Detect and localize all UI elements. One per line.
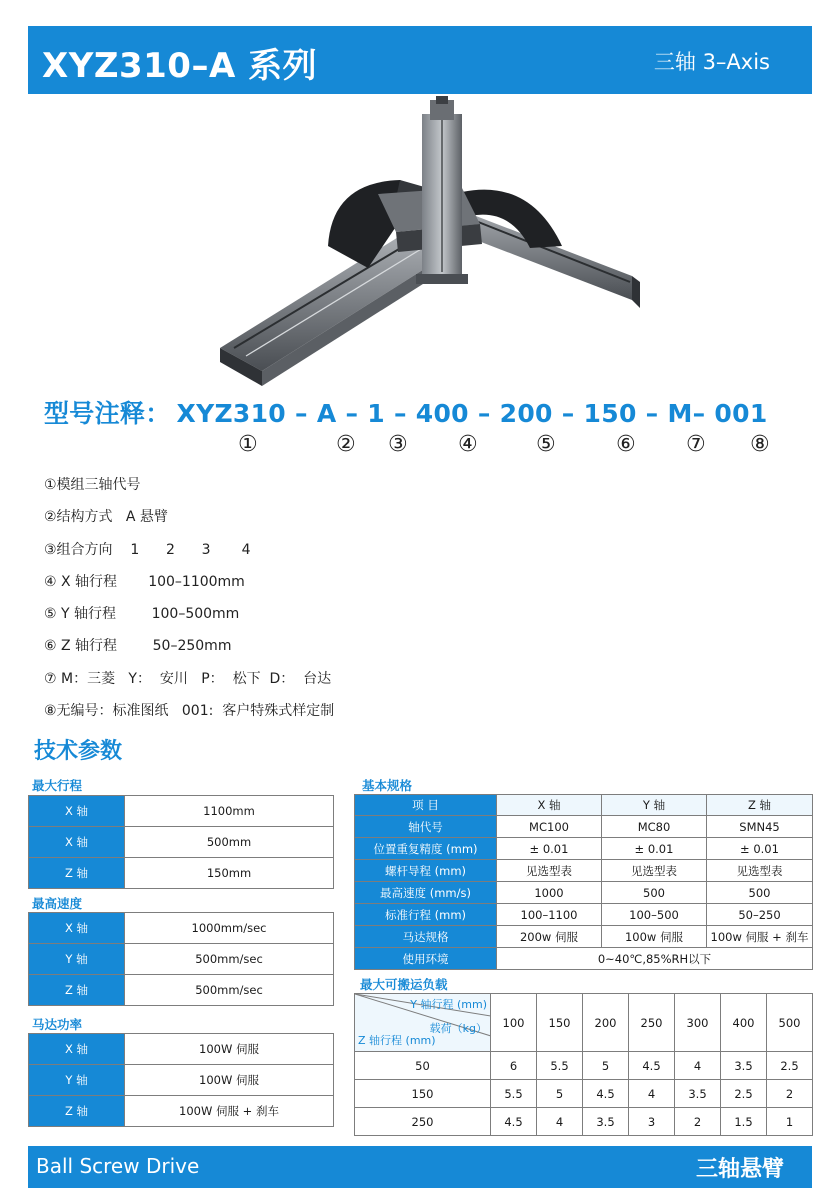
page-subtitle: 三轴 3–Axis	[653, 50, 770, 74]
motor-power-title: 马达功率	[32, 1017, 83, 1032]
axis-cell: Y 轴	[29, 944, 125, 975]
spec-y: 见选型表	[602, 860, 707, 882]
footer-banner	[28, 1146, 812, 1188]
model-notes	[44, 474, 334, 732]
marker-1: ①	[238, 432, 258, 457]
load-value: 6	[491, 1052, 537, 1080]
spec-label: 螺杆导程 (mm)	[355, 860, 497, 882]
note-item: ⑤ Y 轴行程 100–500mm	[44, 606, 240, 623]
spec-label: 轴代号	[355, 816, 497, 838]
spec-y: 500	[602, 882, 707, 904]
y-stroke-header: 150	[537, 994, 583, 1052]
load-value: 5.5	[537, 1052, 583, 1080]
max-speed-title: 最高速度	[32, 896, 83, 911]
axis-cell: Z 轴	[29, 1096, 125, 1127]
load-value: 4.5	[491, 1108, 537, 1136]
load-value: 2	[675, 1108, 721, 1136]
spec-label: 标准行程 (mm)	[355, 904, 497, 926]
value-cell: 150mm	[125, 858, 334, 889]
load-title: 最大可搬运负载	[360, 977, 448, 992]
value-cell: 100W 伺服	[125, 1065, 334, 1096]
spec-z: ± 0.01	[707, 838, 813, 860]
load-value: 4.5	[629, 1052, 675, 1080]
load-table	[354, 993, 813, 1136]
note-item: ⑥ Z 轴行程 50–250mm	[44, 638, 232, 655]
axis-cell: Y 轴	[29, 1065, 125, 1096]
z-stroke-cell: 250	[355, 1108, 491, 1136]
load-value: 3.5	[721, 1052, 767, 1080]
header-banner	[28, 26, 812, 94]
spec-y: 100w 伺服	[602, 926, 707, 948]
axis-cell: Z 轴	[29, 975, 125, 1006]
y-stroke-header: 300	[675, 994, 721, 1052]
axis-cell: X 轴	[29, 827, 125, 858]
spec-label: 位置重复精度 (mm)	[355, 838, 497, 860]
marker-5: ⑤	[536, 432, 556, 457]
spec-z: 50–250	[707, 904, 813, 926]
xyz-robot-illustration	[200, 96, 650, 396]
note-item: ⑧无编号：标准图纸 001: 客户特殊式样定制	[44, 703, 335, 720]
z-stroke-cell: 150	[355, 1080, 491, 1108]
load-value: 2	[767, 1080, 813, 1108]
value-cell: 500mm/sec	[125, 975, 334, 1006]
load-kg-label: 载荷（kg）	[429, 1022, 487, 1035]
note-item: ①模组三轴代号	[44, 477, 141, 493]
load-value: 5.5	[491, 1080, 537, 1108]
load-value: 2.5	[767, 1052, 813, 1080]
header-cell: X 轴	[497, 795, 602, 816]
model-code: XYZ310 – A – 1 – 400 – 200 – 150 – M– 001	[176, 399, 768, 428]
value-cell: 500mm/sec	[125, 944, 334, 975]
spec-x: 100–1100	[497, 904, 602, 926]
y-stroke-header: 400	[721, 994, 767, 1052]
header-cell: 项 目	[355, 795, 497, 816]
axis-cell: X 轴	[29, 913, 125, 944]
load-value: 1	[767, 1108, 813, 1136]
page-title: XYZ310–A 系列	[42, 46, 318, 86]
note-item: ②结构方式 A 悬臂	[44, 509, 168, 526]
load-value: 3	[629, 1108, 675, 1136]
footer-right: 三轴悬臂	[695, 1157, 784, 1182]
spec-label: 马达规格	[355, 926, 497, 948]
tech-section-title: 技术参数	[34, 739, 123, 764]
load-value: 4.5	[583, 1080, 629, 1108]
basic-spec-title: 基本规格	[362, 778, 413, 793]
spec-z: 见选型表	[707, 860, 813, 882]
spec-z: SMN45	[707, 816, 813, 838]
marker-6: ⑥	[616, 432, 636, 457]
env-label: 使用环境	[355, 948, 497, 970]
spec-y: 100–500	[602, 904, 707, 926]
y-stroke-label: Y 轴行程 (mm)	[410, 998, 487, 1011]
spec-x: 1000	[497, 882, 602, 904]
header-cell: Y 轴	[602, 795, 707, 816]
y-stroke-header: 200	[583, 994, 629, 1052]
value-cell: 1000mm/sec	[125, 913, 334, 944]
marker-2: ②	[336, 432, 356, 457]
env-value: 0~40℃,85%RH以下	[497, 948, 813, 970]
header-cell: Z 轴	[707, 795, 813, 816]
spec-z: 500	[707, 882, 813, 904]
value-cell: 100W 伺服 + 刹车	[125, 1096, 334, 1127]
marker-4: ④	[458, 432, 478, 457]
y-stroke-header: 500	[767, 994, 813, 1052]
load-value: 4	[675, 1052, 721, 1080]
spec-x: ± 0.01	[497, 838, 602, 860]
basic-spec-table	[354, 794, 813, 970]
value-cell: 500mm	[125, 827, 334, 858]
spec-x: MC100	[497, 816, 602, 838]
max-speed-table	[28, 912, 334, 1006]
y-stroke-header: 250	[629, 994, 675, 1052]
spec-label: 最高速度 (mm/s)	[355, 882, 497, 904]
value-cell: 1100mm	[125, 796, 334, 827]
axis-cell: Z 轴	[29, 858, 125, 889]
spec-z: 100w 伺服 + 刹车	[707, 926, 813, 948]
max-stroke-title: 最大行程	[32, 778, 83, 793]
load-value: 4	[537, 1108, 583, 1136]
note-item: ③组合方向 1 2 3 4	[44, 541, 251, 558]
load-value: 5	[537, 1080, 583, 1108]
motor-power-table	[28, 1033, 334, 1127]
y-stroke-header: 100	[491, 994, 537, 1052]
note-item: ⑦ M：三菱 Y： 安川 P： 松下 D： 台达	[44, 670, 332, 687]
spec-y: MC80	[602, 816, 707, 838]
value-cell: 100W 伺服	[125, 1034, 334, 1065]
axis-cell: X 轴	[29, 1034, 125, 1065]
note-item: ④ X 轴行程 100–1100mm	[44, 573, 245, 590]
load-value: 3.5	[675, 1080, 721, 1108]
load-value: 4	[629, 1080, 675, 1108]
model-label: 型号注释：	[44, 399, 171, 428]
z-stroke-cell: 50	[355, 1052, 491, 1080]
spec-x: 见选型表	[497, 860, 602, 882]
load-value: 1.5	[721, 1108, 767, 1136]
max-stroke-table	[28, 795, 334, 889]
load-value: 5	[583, 1052, 629, 1080]
marker-7: ⑦	[686, 432, 706, 457]
load-value: 3.5	[583, 1108, 629, 1136]
model-code-line	[44, 394, 768, 430]
spec-x: 200w 伺服	[497, 926, 602, 948]
load-diagonal-header	[355, 994, 491, 1052]
z-stroke-label: Z 轴行程 (mm)	[358, 1034, 436, 1047]
spec-y: ± 0.01	[602, 838, 707, 860]
axis-cell: X 轴	[29, 796, 125, 827]
marker-3: ③	[388, 432, 408, 457]
marker-8: ⑧	[750, 432, 770, 457]
footer-left: Ball Screw Drive	[36, 1154, 200, 1178]
load-value: 2.5	[721, 1080, 767, 1108]
